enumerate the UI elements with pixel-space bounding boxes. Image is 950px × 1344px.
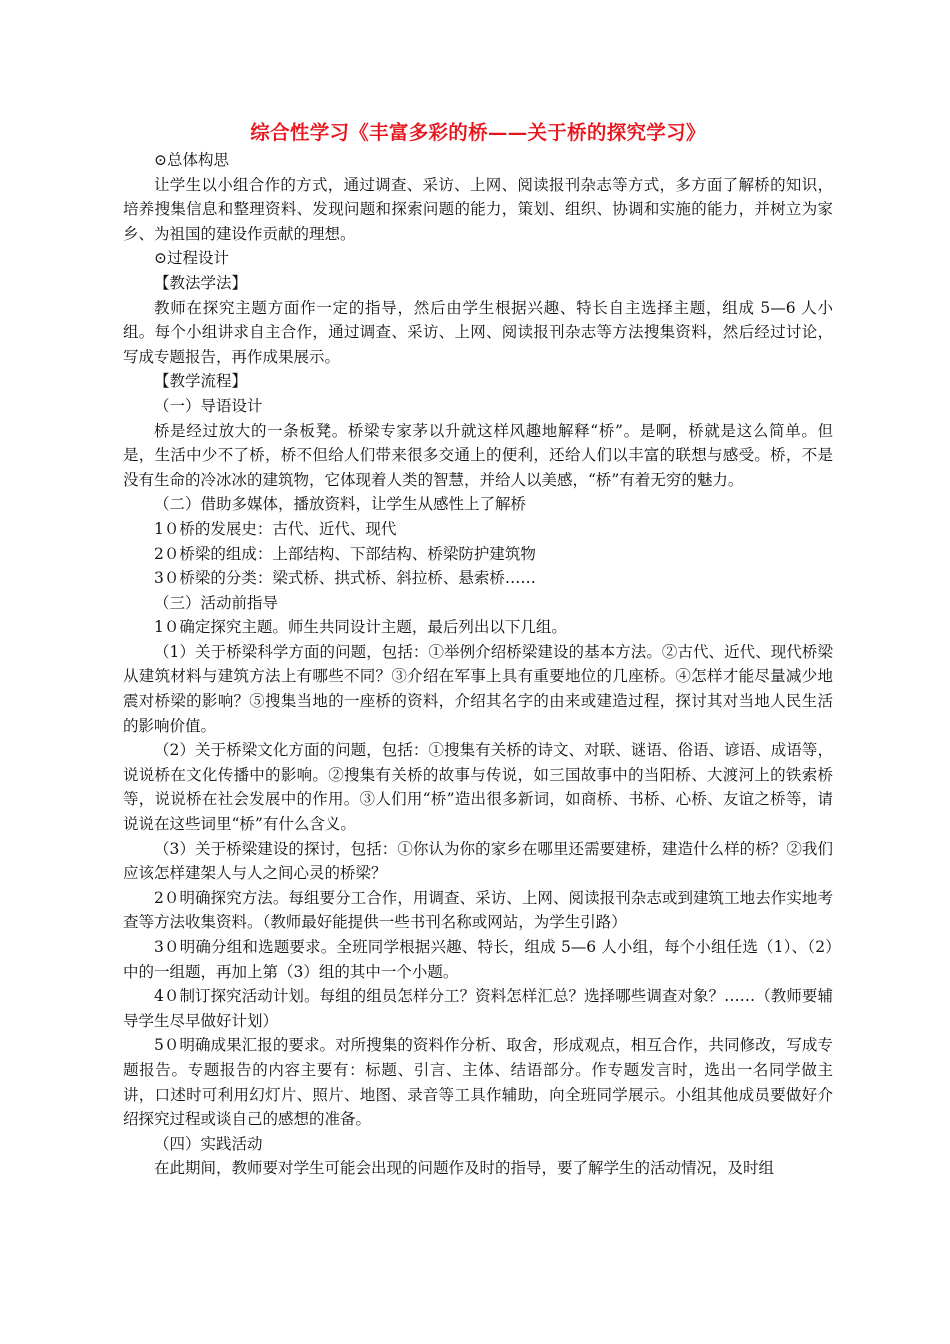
step-heading-3: （三）活动前指导: [154, 593, 279, 612]
list-item: 1０桥的发展史：古代、近代、现代: [154, 519, 397, 538]
topic-group-3: （3）关于桥梁建设的探讨，包括：①你认为你的家乡在哪里还需要建桥，建造什么样的桥？②我们应该怎样建架人与人之间心灵的桥梁？: [123, 839, 833, 883]
list-item: 3０桥梁的分类：梁式桥、拱式桥、斜拉桥、悬索桥……: [154, 569, 536, 588]
list-item: 2０明确探究方法。每组要分工合作，用调查、采访、上网、阅读报刊杂志或到建筑工地去作实地考查等方法收集资料。（教师最好能提供一些书刊名称或网站，为学生引路）: [123, 888, 833, 932]
paragraph-overall-concept: 让学生以小组合作的方式，通过调查、采访、上网、阅读报刊杂志等方式，多方面了解桥的知识，培养搜集信息和整理资料、发现问题和探索问题的能力，策划、组织、协调和实施的能力，并树立为家乡、为祖国的建设作贡献的理想。: [123, 175, 833, 243]
section-heading-overall-concept: ⊙总体构思: [154, 151, 229, 169]
list-item: 2０桥梁的组成：上部结构、下部结构、桥梁防护建筑物: [154, 544, 536, 563]
paragraph-practice: 在此期间，教师要对学生可能会出现的问题作及时的指导，要了解学生的活动情况，及时组: [154, 1159, 775, 1178]
list-item: 5０明确成果汇报的要求。对所搜集的资料作分析、取舍，形成观点，相互合作，共同修改，写成专题报告。专题报告的内容主要有：标题、引言、主体、结语部分。作专题发言时，选出一名同学做主讲，口述时可利用幻灯片、照片、地图、录音等工具作辅助，向全班同学展示。小组其他成员要做好介绍探究过程或谈自己的感想的准备。: [123, 1036, 833, 1129]
step-heading-4: （四）实践活动: [154, 1134, 263, 1153]
document-page: [123, 120, 833, 1181]
subheading-teaching-method: 【教法学法】: [154, 273, 248, 292]
paragraph-introduction: 桥是经过放大的一条板凳。桥梁专家茅以升就这样风趣地解释“桥”。是啊，桥就是这么简单。但是，生活中少不了桥，桥不但给人们带来很多交通上的便利，还给人们以丰富的联想与感受。桥，不是没有生命的冷冰冰的建筑物，它体现着人类的智慧，并给人以美感，“桥”有着无穷的魅力。: [123, 421, 833, 489]
list-item: 4０制订探究活动计划。每组的组员怎样分工？资料怎样汇总？选择哪些调查对象？……（教师要辅导学生尽早做好计划）: [123, 987, 833, 1030]
topic-group-1: （1）关于桥梁科学方面的问题，包括：①举例介绍桥梁建设的基本方法。②古代、近代、现代桥梁从建筑材料与建筑方法上有哪些不同？③介绍在军事上具有重要地位的几座桥。④怎样才能尽量减少地震对桥梁的影响？⑤搜集当地的一座桥的资料，介绍其名字的由来或建造过程，探讨其对当地人民生活的影响价值。: [123, 642, 833, 735]
step-heading-1: （一）导语设计: [154, 396, 263, 415]
paragraph-teaching-method: 教师在探究主题方面作一定的指导，然后由学生根据兴趣、特长自主选择主题，组成 5—6 人小组。每个小组讲求自主合作，通过调查、采访、上网、阅读报刊杂志等方法搜集资料，然后经过讨论，写成专题报告，再作成果展示。: [123, 298, 833, 366]
list-item: 3０明确分组和选题要求。全班同学根据兴趣、特长，组成 5—6 人小组，每个小组任选（1）、（2）中的一组题，再加上第（3）组的其中一个小题。: [123, 938, 833, 981]
document-title: 综合性学习《丰富多彩的桥——关于桥的探究学习》: [250, 121, 706, 144]
subheading-teaching-flow: 【教学流程】: [154, 372, 248, 391]
step-heading-2: （二）借助多媒体，播放资料，让学生从感性上了解桥: [154, 495, 527, 514]
list-item: 1０确定探究主题。师生共同设计主题，最后列出以下几组。: [154, 618, 567, 637]
section-heading-process-design: ⊙过程设计: [154, 249, 229, 268]
topic-group-2: （2）关于桥梁文化方面的问题，包括：①搜集有关桥的诗文、对联、谜语、俗语、谚语、成语等，说说桥在文化传播中的影响。②搜集有关桥的故事与传说，如三国故事中的当阳桥、大渡河上的铁索桥等，说说桥在社会发展中的作用。③人们用“桥”造出很多新词，如商桥、书桥、心桥、友谊之桥等，请说说在这些词里“桥”有什么含义。: [123, 741, 833, 834]
